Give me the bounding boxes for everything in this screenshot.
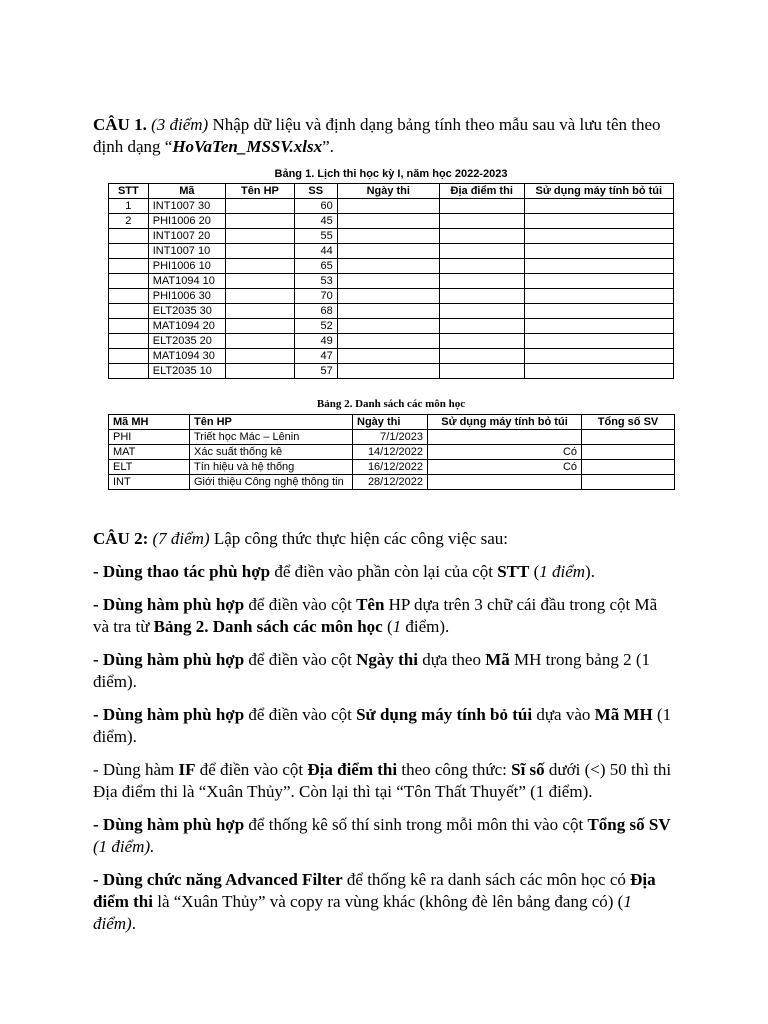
table-2-header-ten-hp: Tên HP: [190, 415, 353, 430]
table-1-caption: Bảng 1. Lịch thi học kỳ I, năm học 2022-2023: [274, 168, 508, 180]
table-row: MAT1094 30 47: [109, 349, 674, 364]
table-row: ELT Tín hiệu và hệ thống 16/12/2022 Có: [109, 460, 675, 475]
table-1-header-ten-hp: Tên HP: [226, 184, 295, 199]
table-1-header-ss: SS: [294, 184, 337, 199]
table-1-header-dia-diem-thi: Địa điểm thi: [439, 184, 524, 199]
task-item-dia-diem-thi: - Dùng hàm IF để điền vào cột Địa điểm thi theo công thức: Sĩ số dưới (<) 50 thì thi Địa điểm thi là “Xuân Thủy”. Còn lại thì tại “Tôn Thất Thuyết” (1 điểm).: [93, 760, 672, 801]
table-row: PHI1006 10 65: [109, 259, 674, 274]
table-row: MAT Xác suất thống kê 14/12/2022 Có: [109, 445, 675, 460]
task-item-ngay-thi: - Dùng hàm phù hợp để điền vào cột Ngày thi dựa theo Mã MH trong bảng 2 (1 điểm).: [93, 650, 650, 691]
table-row: ELT2035 10 57: [109, 364, 674, 379]
task-item-may-tinh: - Dùng hàm phù hợp để điền vào cột Sử dụng máy tính bỏ túi dựa vào Mã MH (1 điểm).: [93, 705, 672, 746]
table-row: PHI1006 30 70: [109, 289, 674, 304]
table-row: MAT1094 20 52: [109, 319, 674, 334]
question-1-label: CÂU 1.: [93, 115, 147, 134]
table-1-exam-schedule: [108, 183, 674, 379]
table-row: 1 INT1007 30 60: [109, 199, 674, 214]
table-2-header-row: [109, 415, 675, 430]
question-2-points: (7 điểm): [152, 529, 210, 548]
table-2-caption: Bảng 2. Danh sách các môn học: [316, 398, 466, 410]
table-1-header-row: [109, 184, 674, 199]
question-1-text: Nhập dữ liệu và định dạng bảng tính theo mẫu sau và lưu tên theo định dạng “: [93, 115, 661, 156]
task-item-stt: - Dùng thao tác phù hợp để điền vào phần còn lại của cột STT (1 điểm).: [93, 562, 595, 581]
table-row: 2 PHI1006 20 45: [109, 214, 674, 229]
table-1-header-stt: STT: [109, 184, 149, 199]
task-item-advanced-filter: - Dùng chức năng Advanced Filter để thống kê ra danh sách các môn học có Địa điểm thi là “Xuân Thủy” và copy ra vùng khác (không đè lên bảng đang có) (1 điểm).: [93, 870, 656, 933]
table-2-header-ngay-thi: Ngày thi: [353, 415, 428, 430]
question-1-filename: HoVaTen_MSSV.xlsx: [172, 137, 323, 156]
task-item-tong-so-sv: - Dùng hàm phù hợp để thống kê số thí sinh trong mỗi môn thi vào cột Tổng số SV (1 điểm).: [93, 815, 671, 856]
question-2-intro: CÂU 2: (7 điểm) Lập công thức thực hiện các công việc sau:: [93, 529, 508, 548]
table-row: INT1007 20 55: [109, 229, 674, 244]
table-1-header-ngay-thi: Ngày thi: [337, 184, 439, 199]
question-1-points: (3 điểm): [151, 115, 209, 134]
table-1-header-su-dung-may-tinh: Sử dụng máy tính bỏ túi: [524, 184, 673, 199]
table-2-header-su-dung-may-tinh: Sử dụng máy tính bỏ túi: [428, 415, 582, 430]
table-row: INT Giới thiệu Công nghệ thông tin 28/12/2022: [109, 475, 675, 490]
table-2-course-list: [108, 414, 675, 490]
table-row: ELT2035 30 68: [109, 304, 674, 319]
task-item-ten-hp: - Dùng hàm phù hợp để điền vào cột Tên HP dựa trên 3 chữ cái đầu trong cột Mã và tra từ Bảng 2. Danh sách các môn học (1 điểm).: [93, 595, 658, 636]
table-2-header-ma-mh: Mã MH: [109, 415, 190, 430]
question-2-label: CÂU 2:: [93, 529, 149, 548]
table-row: ELT2035 20 49: [109, 334, 674, 349]
table-row: INT1007 10 44: [109, 244, 674, 259]
question-2: [93, 528, 673, 946]
table-row: MAT1094 10 53: [109, 274, 674, 289]
table-2-header-tong-so-sv: Tổng số SV: [582, 415, 675, 430]
table-1-header-ma: Mã: [148, 184, 225, 199]
question-1: CÂU 1. (3 điểm) Nhập dữ liệu và định dạng bảng tính theo mẫu sau và lưu tên theo định dạng “HoVaTen_MSSV.xlsx”.: [93, 115, 661, 156]
table-row: PHI Triết học Mác – Lênin 7/1/2023: [109, 430, 675, 445]
